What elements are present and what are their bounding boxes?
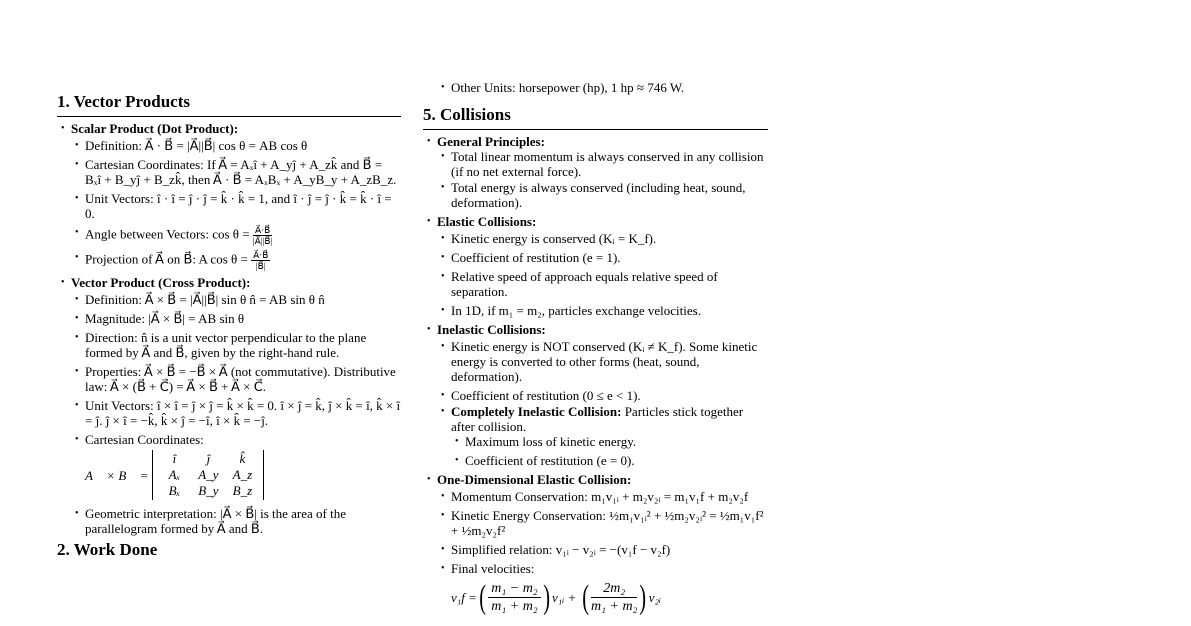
final-velocities-label: Final velocities: <box>451 561 535 576</box>
matrix-cell: A_z <box>232 467 253 482</box>
list-item: • Magnitude: |A⃗ × B⃗| = AB sin θ <box>71 311 401 326</box>
list-item <box>423 214 768 318</box>
list-item: • Coefficient of restitution (e = 1). <box>437 250 768 265</box>
section-title-vector-products: 1. Vector Products <box>57 92 191 111</box>
list-item: • Unit Vectors: î × î = ĵ × ĵ = k̂ × k̂ = 0. î × ĵ = k̂, ĵ × k̂ = î, k̂ × î = ĵ. ĵ × î = −k̂, k̂ × ĵ = −î, î × k̂ = −ĵ. <box>71 398 401 428</box>
power-units-list <box>437 80 768 95</box>
completely-inelastic-heading: Completely Inelastic Collision: <box>451 404 622 419</box>
fraction-numerator: A⃗·B⃗ <box>253 225 273 236</box>
list-item: • Geometric interpretation: |A⃗ × B⃗| is the area of the parallelogram formed by A⃗ and B⃗. <box>71 506 401 536</box>
right-column <box>423 80 768 619</box>
determinant-matrix <box>152 450 264 500</box>
list-item <box>57 121 401 271</box>
list-item: • Other Units: horsepower (hp), 1 hp ≈ 746 W. <box>437 80 768 95</box>
matrix-cell: A_y <box>198 467 219 482</box>
section-1-header <box>57 92 401 117</box>
mass-ratio-fraction <box>488 580 540 615</box>
left-paren: ( <box>581 578 589 616</box>
fraction-numerator: 2m₂ <box>591 580 637 598</box>
matrix-lhs: A⃗ × B⃗ = <box>85 467 149 483</box>
list-item: • Kinetic energy is NOT conserved (Kᵢ ≠ K_f). Some kinetic energy is converted to other forms (heat, sound, deformation). <box>437 339 768 384</box>
general-principles-heading: General Principles: <box>437 134 545 149</box>
matrix-cell: ĵ <box>206 451 211 466</box>
fraction-denominator: m₁ + m₂ <box>491 599 538 614</box>
list-item <box>437 404 768 468</box>
fraction-denominator: m₁ + m₂ <box>591 599 638 614</box>
list-item: • In 1D, if m₁ = m₂, particles exchange velocities. <box>437 303 768 318</box>
angle-fraction <box>253 225 273 246</box>
section-title-work-done: 2. Work Done <box>57 540 158 559</box>
left-column <box>57 92 401 564</box>
list-item: • Direction: n̂ is a unit vector perpendicular to the plane formed by A⃗ and B⃗, given by the right-hand rule. <box>71 330 401 360</box>
list-item: • Coefficient of restitution (e = 0). <box>451 453 768 468</box>
velocity-term: v₁ᵢ <box>552 590 565 605</box>
final-velocity-equation <box>451 580 768 615</box>
collisions-list <box>423 134 768 615</box>
list-item: • Coefficient of restitution (0 ≤ e < 1). <box>437 388 768 403</box>
list-item: • Unit Vectors: î · î = ĵ · ĵ = k̂ · k̂ = 1, and î · ĵ = ĵ · k̂ = k̂ · î = 0. <box>71 191 401 221</box>
list-item <box>71 250 401 271</box>
list-item: • Definition: A⃗ · B⃗ = |A⃗||B⃗| cos θ = AB cos θ <box>71 138 401 153</box>
matrix-cell: k̂ <box>239 451 246 466</box>
scalar-product-heading: Scalar Product (Dot Product): <box>71 121 239 136</box>
list-item <box>71 432 401 500</box>
fraction-denominator: |B⃗| <box>255 261 266 271</box>
matrix-cell: B_y <box>198 483 219 498</box>
projection-label: Projection of A⃗ on B⃗: A cos θ = <box>85 251 248 267</box>
list-item: • Definition: A⃗ × B⃗ = |A⃗||B⃗| sin θ n̂ = AB sin θ n̂ <box>71 292 401 307</box>
list-item: • Kinetic Energy Conservation: ½m₁v₁ᵢ² + ½m₂v₂ᵢ² = ½m₁v₁f² + ½m₂v₂f² <box>437 508 768 538</box>
plus-sign: + <box>568 590 576 605</box>
list-item: • Total linear momentum is always conserved in any collision (if no net external force). <box>437 149 768 179</box>
right-paren: ) <box>639 578 647 616</box>
determinant-equation <box>85 450 401 500</box>
list-item: • Maximum loss of kinetic energy. <box>451 434 768 449</box>
elastic-collisions-heading: Elastic Collisions: <box>437 214 537 229</box>
list-item: • Relative speed of approach equals relative speed of separation. <box>437 269 768 299</box>
list-item <box>423 134 768 210</box>
cartesian-label: Cartesian Coordinates: <box>85 432 204 447</box>
velocity-term: v₂ᵢ <box>648 590 662 605</box>
mass-ratio-fraction <box>591 580 637 615</box>
list-item: • Total energy is always conserved (including heat, sound, deformation). <box>437 180 768 210</box>
equation-lhs: v₁f = <box>451 590 477 605</box>
list-item <box>423 472 768 615</box>
section-5-header <box>423 105 768 130</box>
vector-product-heading: Vector Product (Cross Product): <box>71 275 251 290</box>
matrix-cell: Bₓ <box>168 483 181 498</box>
matrix-cell: B_z <box>232 483 253 498</box>
vector-products-list <box>57 121 401 536</box>
inelastic-collisions-heading: Inelastic Collisions: <box>437 322 546 337</box>
fraction-numerator: A⃗·B⃗ <box>253 250 269 260</box>
one-dimensional-heading: One-Dimensional Elastic Collision: <box>437 472 632 487</box>
list-item <box>437 561 768 576</box>
left-paren: ( <box>479 578 486 616</box>
angle-label: Angle between Vectors: cos θ = <box>85 226 250 242</box>
list-item: • Properties: A⃗ × B⃗ = −B⃗ × A⃗ (not commutative). Distributive law: A⃗ × (B⃗ + C⃗) = A⃗ × B⃗ + A⃗ × C⃗. <box>71 364 401 394</box>
section-title-collisions: 5. Collisions <box>423 105 511 124</box>
right-paren: ) <box>542 578 550 616</box>
list-item: • Cartesian Coordinates: If A⃗ = Aₓî + A_yĵ + A_zk̂ and B⃗ = Bₓî + B_yĵ + B_zk̂, then A⃗ · B⃗ = AₓBₓ + A_yB_y + A_zB_z. <box>71 157 401 187</box>
list-item: • Kinetic energy is conserved (Kᵢ = K_f). <box>437 231 768 246</box>
matrix-cell: î <box>172 451 177 466</box>
list-item: • Simplified relation: v₁ᵢ − v₂ᵢ = −(v₁f − v₂f) <box>437 542 768 557</box>
projection-fraction <box>251 250 270 271</box>
fraction-denominator: |A⃗||B⃗| <box>252 236 273 246</box>
list-item <box>423 322 768 468</box>
completely-inelastic-text: Particles stick together after collision. <box>451 404 744 434</box>
list-item: • Momentum Conservation: m₁v₁ᵢ + m₂v₂ᵢ = m₁v₁f + m₂v₂f <box>437 489 768 504</box>
list-item <box>57 275 401 536</box>
matrix-cell: Aₓ <box>168 467 181 482</box>
fraction-numerator: m₁ − m₂ <box>488 580 540 598</box>
list-item <box>71 225 401 246</box>
